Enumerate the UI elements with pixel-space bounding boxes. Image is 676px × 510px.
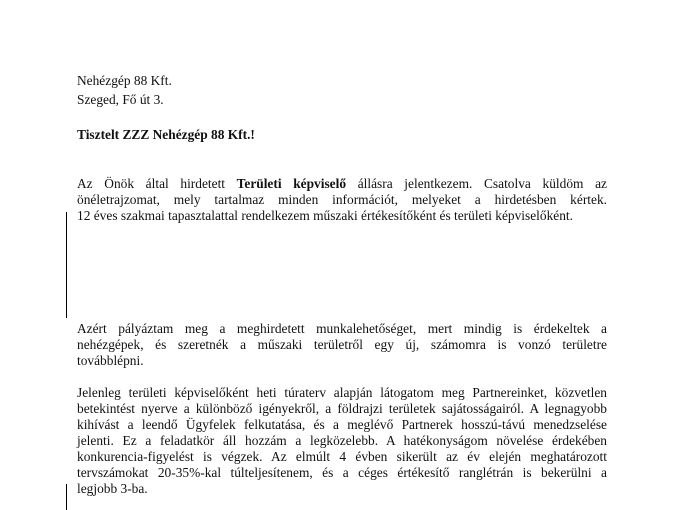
paragraph3-line3: kihívást a leendő Ügyfelek felkutatása, és a meglévő Partnerek hosszú-távú menedzselése (77, 417, 607, 432)
sender-company: Nehézgép 88 Kft. (77, 73, 172, 88)
paragraph1-text-a: Az Önök által hirdetett (77, 176, 237, 191)
paragraph1-line2: önéletrajzomat, mely tartalmaz minden információt, melyeket a hirdetésben kértek. (77, 192, 607, 207)
paragraph2-line1: Azért pályáztam meg a meghirdetett munkalehetőséget, mert mindig is érdekeltek a (77, 321, 607, 336)
change-bar-upper (66, 212, 67, 318)
position-title: Területi képviselő (236, 176, 347, 191)
salutation: Tisztelt ZZZ Nehézgép 88 Kft.! (77, 127, 255, 142)
paragraph2-line2: nehézgépek, és szeretnék a műszaki területről egy új, számomra is vonzó területre (77, 337, 607, 352)
paragraph3-line4: jelenti. Ez a feladatkör áll hozzám a legközelebb. A hatékonyságom növelése érdekében (77, 433, 607, 448)
change-bar-lower (66, 484, 67, 510)
paragraph3-line6: tervszámokat 20-35%-kal túlteljesítenem, és a céges értékesítő ranglétrán is bekerülni a (77, 465, 607, 480)
sender-address: Szeged, Fő út 3. (77, 92, 164, 107)
paragraph1-line1 (77, 176, 607, 192)
paragraph3-line5: konkurencia-figyelést is végzek. Az elmúlt 4 évben sikerült az év elején meghatározott (77, 449, 607, 464)
paragraph3-line1: Jelenleg területi képviselőként heti túraterv alapján látogatom meg Partnereinket, közvetlen (77, 385, 607, 400)
paragraph2-line3: továbblépni. (77, 353, 144, 368)
paragraph1-line3: 12 éves szakmai tapasztalattal rendelkezem műszaki értékesítőként és területi képviselőként. (77, 208, 574, 223)
paragraph3-line7: legjobb 3-ba. (77, 481, 148, 496)
paragraph1-text-b: állásra jelentkezem. Csatolva küldöm az (346, 176, 607, 191)
paragraph3-line2: betekintést nyerve a különböző igényekről, a földrajzi területek sajátosságairól. A legnagyobb (77, 401, 607, 416)
